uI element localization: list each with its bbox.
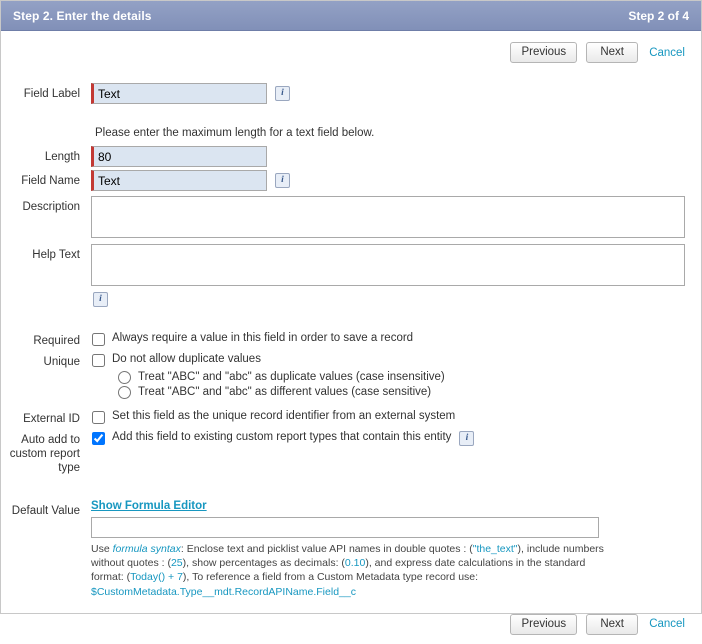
required-checkbox-label: Always require a value in this field in order to save a record: [112, 332, 414, 344]
field-label-row: [1, 83, 701, 104]
required-checkbox-row[interactable]: [91, 330, 413, 346]
step-counter: Step 2 of 4: [628, 8, 689, 23]
formula-note-body-4: ), and express date calculations in the standard format: (: [91, 557, 586, 584]
field-name-row: [1, 170, 701, 191]
unique-option-insensitive-label: Treat "ABC" and "abc" as duplicate values (case insensitive): [138, 371, 445, 384]
length-row: [1, 146, 701, 167]
help-text-textarea[interactable]: [91, 244, 685, 286]
default-value-input[interactable]: [91, 517, 599, 538]
unique-row: [1, 351, 701, 400]
external-id-checkbox-label: Set this field as the unique record identifier from an external system: [112, 410, 456, 423]
external-id-label: External ID: [23, 413, 80, 426]
description-label: Description: [22, 201, 80, 213]
formula-token-2: 25: [170, 557, 183, 570]
unique-radio-sensitive[interactable]: [118, 386, 131, 399]
unique-option-sensitive-label: Treat "ABC" and "abc" as different values (case sensitive): [138, 386, 432, 399]
bottom-button-bar: [1, 605, 701, 644]
next-button-top[interactable]: Next: [586, 42, 638, 63]
unique-label: Unique: [43, 356, 80, 369]
unique-checkbox-label: Do not allow duplicate values: [112, 353, 261, 366]
details-form: [1, 73, 701, 599]
field-label-input[interactable]: [91, 83, 267, 104]
formula-token-5: $CustomMetadata.Type__mdt.RecordAPIName.Field__c: [91, 585, 356, 598]
formula-note-prefix: Use: [91, 543, 113, 556]
auto-add-checkbox-label: Add this field to existing custom report types that contain this entity: [112, 431, 452, 444]
external-id-checkbox[interactable]: [92, 411, 105, 424]
formula-token-1: "the_text": [472, 543, 518, 556]
formula-note-body-1: : Enclose text and picklist value API names in double quotes : (: [180, 543, 473, 556]
external-id-row: [1, 408, 701, 426]
required-row: [1, 330, 701, 348]
required-checkbox[interactable]: [92, 333, 105, 346]
info-icon[interactable]: i: [275, 86, 290, 101]
default-value-label: Default Value: [11, 505, 80, 518]
info-icon[interactable]: i: [459, 431, 474, 446]
unique-option-insensitive[interactable]: [117, 370, 445, 384]
length-label: Length: [44, 151, 80, 163]
auto-add-label: Auto add to custom report type: [9, 434, 80, 475]
info-icon[interactable]: i: [275, 173, 290, 188]
length-helper-spacer: [1, 121, 87, 125]
description-row: [1, 196, 701, 238]
length-helper-row: [1, 121, 701, 143]
info-icon[interactable]: i: [93, 292, 108, 307]
unique-checkbox-row[interactable]: [91, 351, 261, 367]
formula-token-3: 0.10: [344, 557, 366, 570]
unique-checkbox[interactable]: [92, 354, 105, 367]
unique-option-sensitive[interactable]: [117, 385, 445, 399]
length-input[interactable]: [91, 146, 267, 167]
auto-add-row: [1, 429, 701, 475]
formula-note-body-3: ), show percentages as decimals: (: [182, 557, 345, 570]
step-header: [1, 1, 701, 31]
cancel-link-top[interactable]: Cancel: [649, 46, 685, 59]
field-label-label: Field Label: [23, 88, 80, 100]
default-value-row: [1, 500, 701, 599]
auto-add-checkbox-row[interactable]: [91, 429, 474, 446]
show-formula-editor-link[interactable]: Show Formula Editor: [91, 500, 207, 513]
top-button-bar: [1, 31, 701, 73]
next-button-bottom[interactable]: Next: [586, 614, 638, 635]
formula-token-4: Today() + 7: [130, 571, 183, 584]
external-id-checkbox-row[interactable]: [91, 408, 455, 424]
previous-button-top[interactable]: Previous: [510, 42, 577, 63]
formula-note: [91, 542, 607, 599]
formula-note-body-5: ), To reference a field from a Custom Metadata type record use:: [182, 571, 479, 584]
unique-options-group: [91, 370, 445, 400]
unique-radio-insensitive[interactable]: [118, 371, 131, 384]
auto-add-checkbox[interactable]: [92, 432, 105, 445]
description-textarea[interactable]: [91, 196, 685, 238]
help-text-row: [1, 244, 701, 307]
field-name-input[interactable]: [91, 170, 267, 191]
previous-button-bottom[interactable]: Previous: [510, 614, 577, 635]
cancel-link-bottom[interactable]: Cancel: [649, 618, 685, 631]
field-name-label: Field Name: [21, 175, 80, 187]
length-helper-text: Please enter the maximum length for a text field below.: [95, 127, 375, 139]
help-text-label: Help Text: [32, 249, 80, 261]
step-title: Step 2. Enter the details: [13, 8, 152, 23]
formula-note-body-2: ), include numbers without quotes : (: [91, 543, 604, 570]
formula-syntax-link[interactable]: formula syntax: [112, 543, 181, 556]
required-label: Required: [33, 335, 80, 347]
